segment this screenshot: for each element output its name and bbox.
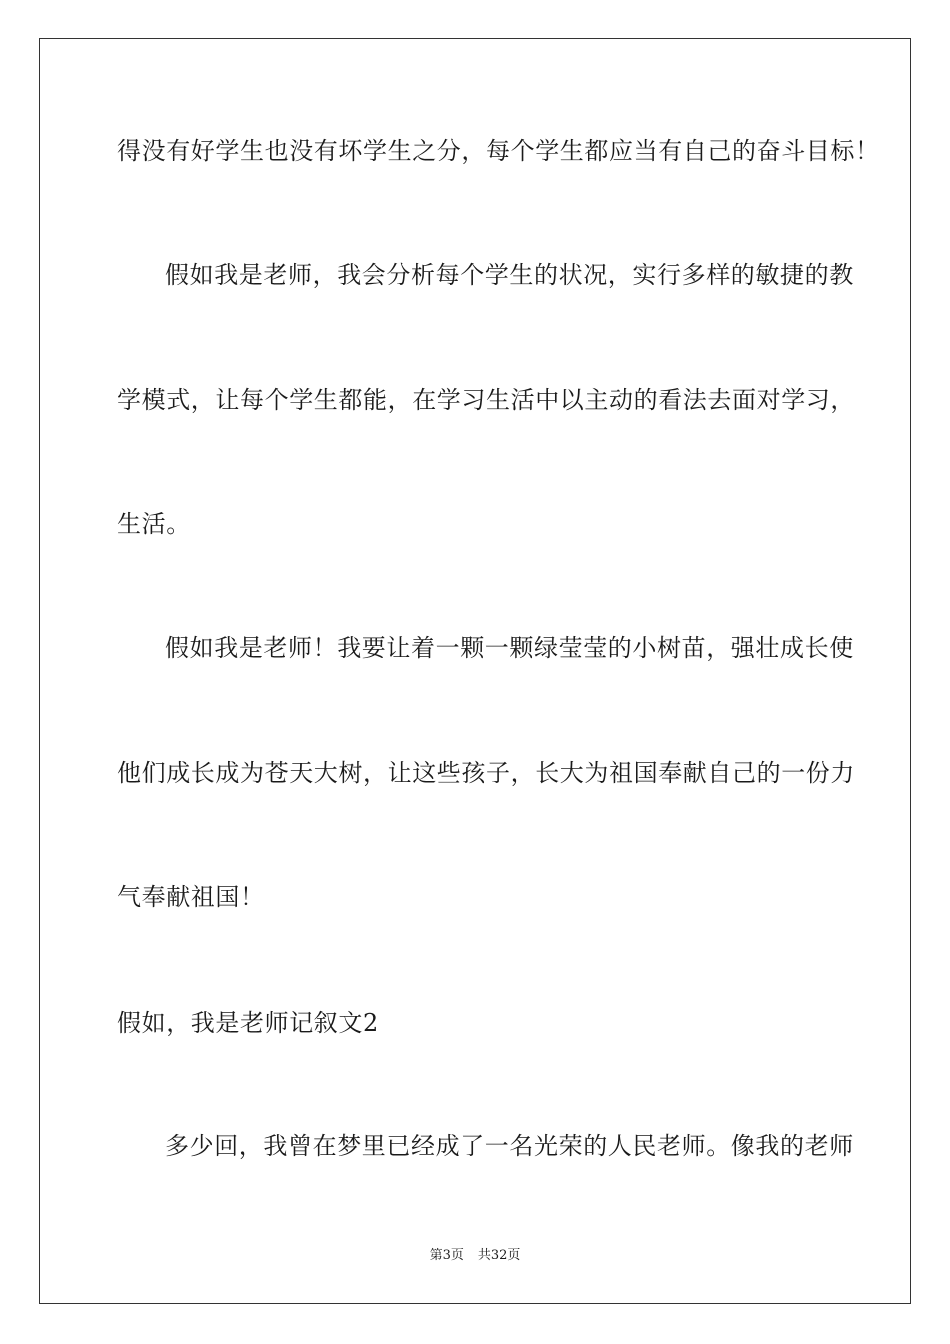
page-border [39, 38, 911, 1304]
page-number: 第3页 [429, 1248, 464, 1263]
text-line-3: 学模式，让每个学生都能，在学习生活中以主动的看法去面对学习， [117, 386, 855, 414]
text-line-2: 假如我是老师，我会分析每个学生的状况，实行多样的敏捷的教 [165, 261, 854, 289]
text-line-4: 生活。 [117, 510, 191, 538]
text-line-5: 假如我是老师！我要让着一颗一颗绿莹莹的小树苗，强壮成长使 [165, 634, 854, 662]
text-line-1: 得没有好学生也没有坏学生之分，每个学生都应当有自己的奋斗目标！ [117, 137, 880, 165]
section-heading: 假如，我是老师记叙文2 [117, 1009, 379, 1037]
text-line-7: 气奉献祖国！ [117, 883, 265, 911]
page-total: 共32页 [477, 1248, 521, 1263]
text-line-6: 他们成长成为苍天大树，让这些孩子，长大为祖国奉献自己的一份力 [117, 759, 855, 787]
text-line-8: 多少回，我曾在梦里已经成了一名光荣的人民老师。像我的老师 [165, 1132, 854, 1160]
page-footer [0, 1248, 950, 1264]
